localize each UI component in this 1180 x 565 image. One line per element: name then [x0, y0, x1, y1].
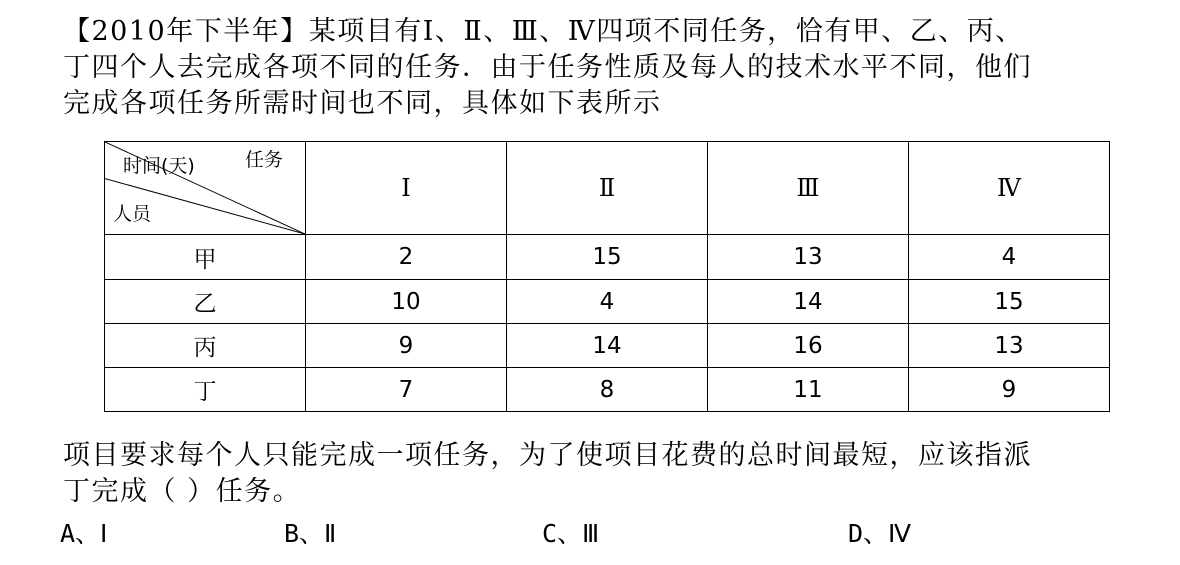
column-header-task-4: Ⅳ: [909, 142, 1110, 235]
option-c[interactable]: C、Ⅲ: [542, 519, 600, 548]
table-cell: 14: [507, 324, 708, 368]
intro-line-2: 丁四个人去完成各项不同的任务．由于任务性质及每人的技术水平不同，他们: [63, 52, 1032, 83]
time-table: [104, 141, 1110, 412]
table-cell: 16: [708, 324, 909, 368]
table-cell: 8: [507, 368, 708, 412]
question-line-2: 丁完成（ ）任务。: [63, 476, 302, 507]
table-cell: 14: [708, 280, 909, 324]
option-d[interactable]: D、Ⅳ: [848, 519, 912, 548]
question-line-1: 项目要求每个人只能完成一项任务，为了使项目花费的总时间最短，应该指派: [63, 440, 1032, 471]
table-cell: 10: [306, 280, 507, 324]
table-cell: 15: [507, 235, 708, 280]
column-header-task-1: Ⅰ: [306, 142, 507, 235]
table-row: [105, 280, 1110, 324]
answer-options: [60, 518, 1160, 550]
table-cell: 9: [306, 324, 507, 368]
intro-line-1: 【2010年下半年】某项目有Ⅰ、Ⅱ、Ⅲ、Ⅳ四项不同任务，恰有甲、乙、丙、: [63, 16, 1024, 47]
table-header-row: [105, 142, 1110, 235]
table-cell: 4: [507, 280, 708, 324]
table-cell: 7: [306, 368, 507, 412]
table-row: [105, 235, 1110, 280]
row-header-person: 丙: [105, 324, 306, 368]
table-cell: 4: [909, 235, 1110, 280]
row-header-person: 甲: [105, 235, 306, 280]
column-header-task-3: Ⅲ: [708, 142, 909, 235]
table-cell: 11: [708, 368, 909, 412]
row-header-person: 乙: [105, 280, 306, 324]
table-cell: 13: [909, 324, 1110, 368]
table-cell: 2: [306, 235, 507, 280]
row-header-person: 丁: [105, 368, 306, 412]
table-cell: 13: [708, 235, 909, 280]
table-corner-cell: [105, 142, 306, 235]
corner-task-label: 任务: [245, 149, 284, 171]
table-row: [105, 324, 1110, 368]
question-intro: [63, 14, 1158, 122]
corner-staff-label: 人员: [113, 203, 152, 225]
corner-time-label: 时间(天): [123, 155, 195, 177]
table-cell: 9: [909, 368, 1110, 412]
column-header-task-2: Ⅱ: [507, 142, 708, 235]
table-cell: 15: [909, 280, 1110, 324]
table-row: [105, 368, 1110, 412]
option-b[interactable]: B、Ⅱ: [284, 519, 337, 548]
question-prompt: [63, 438, 1158, 510]
option-a[interactable]: A、Ⅰ: [60, 519, 108, 548]
intro-line-3: 完成各项任务所需时间也不同，具体如下表所示: [63, 88, 662, 119]
